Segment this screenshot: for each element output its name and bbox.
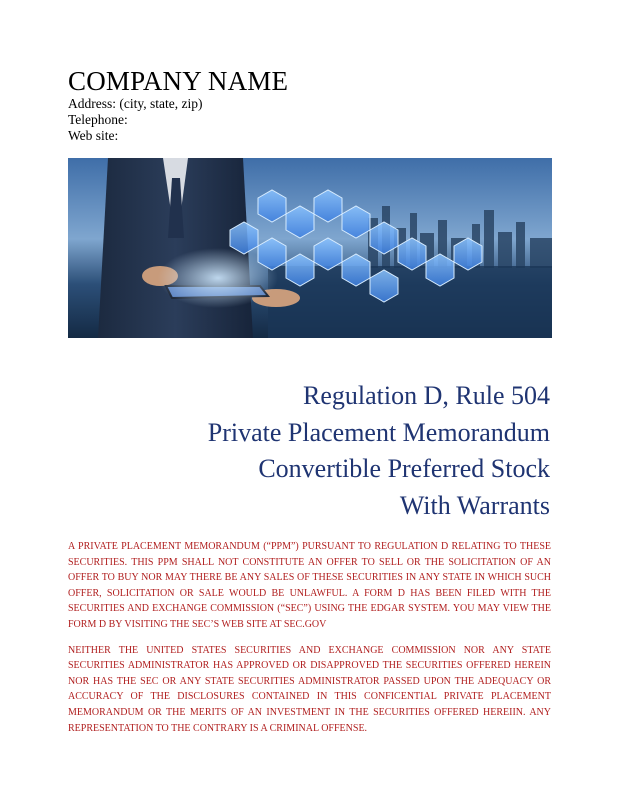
disclaimer-paragraph-2: NEITHER THE UNITED STATES SECURITIES AND EXCHANGE COMMISSION NOR ANY STATE SECURITIES ADMINISTRATOR HAS APPROVED OR DISAPPROVED THE SECURITIES OFFERED HEREIN NOR HAS THE SEC OR ANY STATE SECURITIES ADMINISTRATOR PASSED UPON THE ADEQUACY OR ACCURACY OF THE DISCLOSURES CONTAINED IN THIS CONFICENTIAL PRIVATE PLACEMENT MEMORANDUM OR THE MERITS OF AN INVESTMENT IN THE SECURITIES OFFERED HEREIIN. ANY REPRESENTATION TO THE CONTRARY IS A CRIMINAL OFFENSE. <box>68 644 551 734</box>
title-line-warrants: With Warrants <box>399 490 550 520</box>
title-line-regulation: Regulation D, Rule 504 <box>303 381 550 410</box>
title-line-stock: Convertible Preferred Stock <box>258 454 550 483</box>
company-name: COMPANY NAME <box>68 66 289 96</box>
hero-image <box>68 158 552 338</box>
business-tablet-hexagon-photo-icon <box>68 158 552 338</box>
disclaimer-paragraph-1: A PRIVATE PLACEMENT MEMORANDUM (“PPM”) PURSUANT TO REGULATION D RELATING TO THESE SECURITIES. THIS PPM SHALL NOT CONSTITUTE AN OFFER TO SELL OR THE SOLICITATION OF AN OFFER TO BUY NOR MAY THERE BE ANY SALES OF THESE SECURITIES IN ANY STATE IN WHICH SUCH OFFER, SOLICITATION OR SALE WOULD BE UNLAWFUL. A FORM D HAS BEEN FILED WITH THE SECURITIES AND EXCHANGE COMMISSION (“SEC”) USING THE EDGAR SYSTEM. YOU MAY VIEW THE FORM D BY VISITING THE SEC’S WEB SITE AT SEC.GOV <box>68 541 551 630</box>
legal-disclaimer <box>68 539 551 746</box>
company-header <box>68 66 288 144</box>
company-website: Web site: <box>68 128 119 143</box>
title-line-ppm: Private Placement Memorandum <box>207 417 550 447</box>
document-title <box>208 378 550 524</box>
company-address: Address: (city, state, zip) <box>68 96 203 111</box>
company-telephone: Telephone: <box>68 112 128 127</box>
